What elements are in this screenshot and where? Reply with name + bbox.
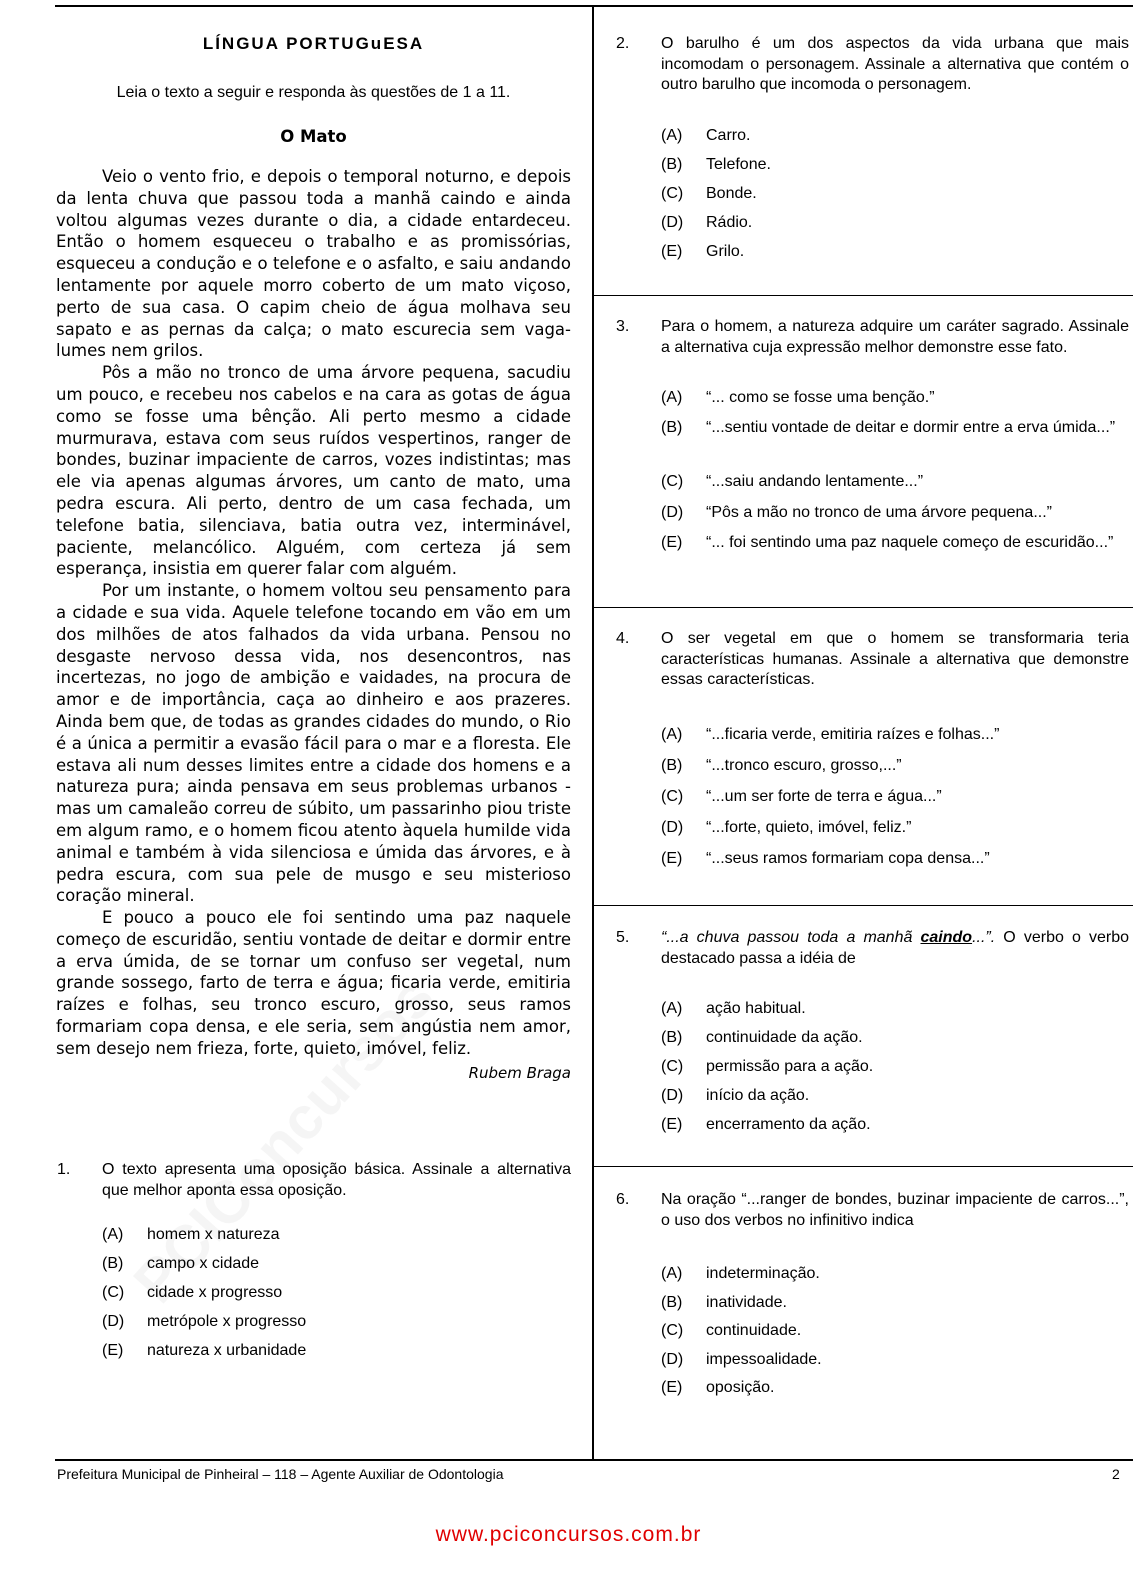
option-text: encerramento da ação. bbox=[706, 1116, 871, 1133]
option-label: (B) bbox=[661, 419, 683, 436]
option-label: (E) bbox=[661, 1116, 683, 1133]
option-label: (E) bbox=[661, 534, 683, 551]
option-label: (C) bbox=[661, 1058, 684, 1075]
option-e[interactable] bbox=[661, 533, 1129, 575]
separator-q5-q6 bbox=[594, 1166, 1133, 1167]
question-number: 5. bbox=[616, 929, 630, 946]
option-d[interactable] bbox=[661, 503, 1129, 533]
option-text: indeterminação. bbox=[706, 1265, 820, 1282]
option-text: “...ficaria verde, emitiria raízes e folhas...” bbox=[706, 725, 1000, 743]
option-d[interactable] bbox=[661, 1350, 1129, 1379]
option-a[interactable] bbox=[661, 725, 1129, 756]
option-label: (A) bbox=[102, 1226, 124, 1243]
option-text: ação habitual. bbox=[706, 1000, 806, 1017]
option-c[interactable] bbox=[102, 1283, 571, 1312]
option-text: metrópole x progresso bbox=[147, 1313, 307, 1330]
option-text: “... foi sentindo uma paz naquele começo de escuridão...” bbox=[706, 534, 1114, 551]
bottom-rule bbox=[55, 1459, 1133, 1461]
site-link[interactable]: www.pciconcursos.com.br bbox=[435, 1523, 702, 1546]
question-2 bbox=[616, 34, 1129, 271]
top-rule bbox=[55, 5, 1133, 7]
option-text: homem x natureza bbox=[147, 1226, 280, 1243]
option-text: natureza x urbanidade bbox=[147, 1342, 307, 1359]
option-c[interactable] bbox=[661, 1057, 1129, 1086]
option-label: (A) bbox=[661, 725, 683, 743]
option-text: continuidade. bbox=[706, 1322, 802, 1339]
options bbox=[661, 725, 1129, 880]
option-text: “...sentiu vontade de deitar e dormir entre a erva úmida...” bbox=[706, 419, 1116, 436]
option-text: impessoalidade. bbox=[706, 1350, 822, 1368]
separator-q3-q4 bbox=[594, 607, 1133, 608]
option-a[interactable] bbox=[661, 126, 1129, 155]
option-label: (D) bbox=[661, 213, 684, 231]
option-c[interactable] bbox=[661, 472, 1129, 503]
option-label: (D) bbox=[102, 1313, 125, 1330]
option-text: “...um ser forte de terra e água...” bbox=[706, 787, 942, 805]
option-text: “Pôs a mão no tronco de uma árvore pequena...” bbox=[706, 504, 1052, 521]
option-label: (C) bbox=[661, 1322, 684, 1339]
option-text: Bonde. bbox=[706, 184, 757, 202]
option-text: oposição. bbox=[706, 1379, 775, 1396]
question-number: 4. bbox=[616, 630, 630, 647]
question-1 bbox=[57, 1160, 571, 1370]
option-label: (D) bbox=[661, 818, 684, 836]
option-d[interactable] bbox=[661, 1086, 1129, 1115]
option-text: “... como se fosse uma benção.” bbox=[706, 389, 935, 406]
option-label: (B) bbox=[661, 1293, 683, 1311]
option-d[interactable] bbox=[661, 818, 1129, 849]
passage-paragraph: E pouco a pouco ele foi sentindo uma paz naquele começo de escuridão, sentiu vontade de deitar e dormir entre a erva úmida, de se tornar um confuso ser vegetal, num grande sossego, farto de terra e água; ficaria verde, emitiria raízes e folhas, seu tronco escuro, grosso, seus ramos formariam copa densa, e ele seria, sem angústia nem amor, sem desejo nem frieza, forte, quieto, imóvel, feliz. bbox=[56, 908, 571, 1058]
question-stem: Para o homem, a natureza adquire um caráter sagrado. Assinale a alternativa cuja expressão melhor demonstre esse fato. bbox=[661, 318, 1129, 356]
option-text: “...tronco escuro, grosso,...” bbox=[706, 756, 902, 774]
option-e[interactable] bbox=[661, 1115, 1129, 1144]
option-label: (B) bbox=[661, 155, 683, 173]
option-b[interactable] bbox=[661, 155, 1129, 184]
option-label: (E) bbox=[102, 1342, 124, 1359]
question-3 bbox=[616, 317, 1129, 575]
option-text: cidade x progresso bbox=[147, 1284, 283, 1301]
separator-q2-q3 bbox=[594, 295, 1133, 296]
option-label: (D) bbox=[661, 504, 684, 521]
question-number: 2. bbox=[616, 35, 630, 52]
option-text: continuidade da ação. bbox=[706, 1029, 863, 1046]
option-text: permissão para a ação. bbox=[706, 1058, 874, 1075]
question-stem: Na oração “...ranger de bondes, buzinar impaciente de carros...”, o uso dos verbos no infinitivo indica bbox=[661, 1191, 1129, 1229]
passage-paragraph: Veio o vento frio, e depois o temporal noturno, e depois da lenta chuva que passou toda a manhã caindo e ainda voltou algumas vezes durante o dia, a cidade entardeceu. Então o homem esqueceu o trabalho e as promissórias, esqueceu a condução e o telefone e o asfalto, e saiu andando lentamente por aquele morro coberto de um mato viçoso, perto de sua casa. O capim cheio de água molhava seu sapato e as pernas da calça; o mato escurecia sem vaga-lumes nem grilos. bbox=[56, 167, 571, 361]
option-label: (D) bbox=[661, 1350, 684, 1368]
author: Rubem Braga bbox=[468, 1063, 571, 1082]
option-label: (B) bbox=[661, 756, 683, 774]
option-label: (D) bbox=[661, 1087, 684, 1104]
option-text: “...saiu andando lentamente...” bbox=[706, 473, 924, 490]
option-b[interactable] bbox=[661, 756, 1129, 787]
options bbox=[661, 388, 1129, 575]
column-divider bbox=[592, 5, 594, 1460]
text-title: O Mato bbox=[280, 127, 347, 146]
option-label: (A) bbox=[661, 389, 683, 406]
question-stem: O barulho é um dos aspectos da vida urbana que mais incomodam o personagem. Assinale a alternativa que contém o outro barulho que incomoda o personagem. bbox=[661, 35, 1129, 93]
footer-text: Prefeitura Municipal de Pinheiral – 118 – Agente Auxiliar de Odontologia bbox=[57, 1466, 504, 1482]
option-a[interactable] bbox=[661, 999, 1129, 1028]
page-number: 2 bbox=[1112, 1466, 1120, 1482]
option-e[interactable] bbox=[661, 1378, 1129, 1407]
question-stem: O ser vegetal em que o homem se transformaria teria características humanas. Assinale a alternativa que demonstre essas características. bbox=[661, 630, 1129, 688]
option-label: (C) bbox=[661, 787, 684, 805]
option-label: (A) bbox=[661, 1000, 683, 1017]
option-e[interactable] bbox=[661, 242, 1129, 271]
option-text: campo x cidade bbox=[147, 1255, 260, 1272]
option-text: início da ação. bbox=[706, 1087, 810, 1104]
option-b[interactable] bbox=[661, 1028, 1129, 1057]
option-text: “...seus ramos formariam copa densa...” bbox=[706, 849, 990, 867]
section-title: LÍNGUA PORTUGuESA bbox=[202, 34, 425, 53]
question-6 bbox=[616, 1190, 1129, 1407]
options bbox=[661, 1264, 1129, 1407]
option-d[interactable] bbox=[102, 1312, 571, 1341]
options bbox=[661, 999, 1129, 1144]
stem-quote-end: ...”. bbox=[972, 929, 996, 946]
question-stem: O texto apresenta uma oposição básica. Assinale a alternativa que melhor aponta essa oposição. bbox=[102, 1161, 571, 1199]
option-label: (E) bbox=[661, 849, 683, 867]
stem-quote: “...a chuva passou toda a manhã bbox=[661, 929, 921, 946]
option-b[interactable] bbox=[661, 418, 1129, 472]
options bbox=[661, 126, 1129, 271]
passage bbox=[56, 166, 571, 1060]
option-a[interactable] bbox=[661, 388, 1129, 418]
option-label: (B) bbox=[102, 1255, 124, 1272]
question-number: 6. bbox=[616, 1191, 630, 1208]
option-label: (A) bbox=[661, 126, 683, 144]
option-label: (C) bbox=[661, 184, 684, 202]
option-text: Carro. bbox=[706, 126, 751, 144]
highlighted-verb: caindo bbox=[920, 929, 973, 946]
option-c[interactable] bbox=[661, 787, 1129, 818]
option-a[interactable] bbox=[102, 1225, 571, 1254]
option-label: (C) bbox=[102, 1284, 125, 1301]
option-label: (E) bbox=[661, 1379, 683, 1396]
option-label: (E) bbox=[661, 242, 683, 260]
option-label: (A) bbox=[661, 1265, 683, 1282]
option-label: (C) bbox=[661, 473, 684, 490]
question-number: 1. bbox=[57, 1161, 71, 1178]
option-text: inatividade. bbox=[706, 1293, 787, 1311]
question-5 bbox=[616, 928, 1129, 1144]
option-text: Telefone. bbox=[706, 155, 771, 173]
left-column bbox=[56, 30, 571, 1082]
question-number: 3. bbox=[616, 318, 630, 335]
option-label: (B) bbox=[661, 1029, 683, 1046]
stem-rest: O verbo o verbo destacado passa a idéia de bbox=[661, 929, 1130, 967]
option-d[interactable] bbox=[661, 213, 1129, 242]
option-text: Grilo. bbox=[706, 242, 745, 260]
instruction: Leia o texto a seguir e responda às questões de 1 a 11. bbox=[116, 84, 511, 101]
options bbox=[102, 1225, 571, 1370]
question-stem bbox=[661, 928, 1129, 969]
option-e[interactable] bbox=[102, 1341, 571, 1370]
passage-paragraph: Pôs a mão no tronco de uma árvore pequena, sacudiu um pouco, e recebeu nos cabelos e na cara as gotas de água como se fosse uma bênção. Ali perto mesmo a cidade murmurava, estava com seus ruídos vespertinos, ranger de bondes, buzinar impaciente de carros, vozes indistintas; mas ele via apenas algumas árvores, um canto de mato, uma pedra escura. Ali perto, dentro de um casa fechada, um telefone batia, silenciava, batia outra vez, interminável, paciente, melancólico. Alguém, com certeza já sem esperança, insistia em querer falar com alguém. bbox=[56, 363, 571, 579]
separator-q4-q5 bbox=[594, 905, 1133, 906]
option-text: “...forte, quieto, imóvel, feliz.” bbox=[706, 818, 912, 836]
option-e[interactable] bbox=[661, 849, 1129, 880]
option-c[interactable] bbox=[661, 184, 1129, 213]
option-text: Rádio. bbox=[706, 213, 753, 231]
option-a[interactable] bbox=[661, 1264, 1129, 1293]
passage-paragraph: Por um instante, o homem voltou seu pensamento para a cidade e sua vida. Aquele telefone tocando em vão em um dos milhões de atos falhados da vida urbana. Pensou no desgaste nervoso dessa vida, nos desencontros, nas incertezas, no jogo de ambição e vaidades, na procura de amor e de importância, caça ao dinheiro e aos prazeres. Ainda bem que, de todas as grandes cidades do mundo, o Rio é a única a permitir a evasão fácil para o mar e a floresta. Ele estava ali num desses limites entre a cidade dos homens e a natureza pura; ainda pensava em seus problemas urbanos - mas um camaleão correu de súbito, um passarinho piou triste em algum ramo, e o homem ficou atento àquela humilde vida animal e também à vida silenciosa e úmida das árvores, e à pedra escura, com sua pele de musgo e seu misterioso coração mineral. bbox=[56, 581, 571, 906]
option-c[interactable] bbox=[661, 1321, 1129, 1350]
option-b[interactable] bbox=[661, 1293, 1129, 1322]
option-b[interactable] bbox=[102, 1254, 571, 1283]
question-4 bbox=[616, 629, 1129, 880]
